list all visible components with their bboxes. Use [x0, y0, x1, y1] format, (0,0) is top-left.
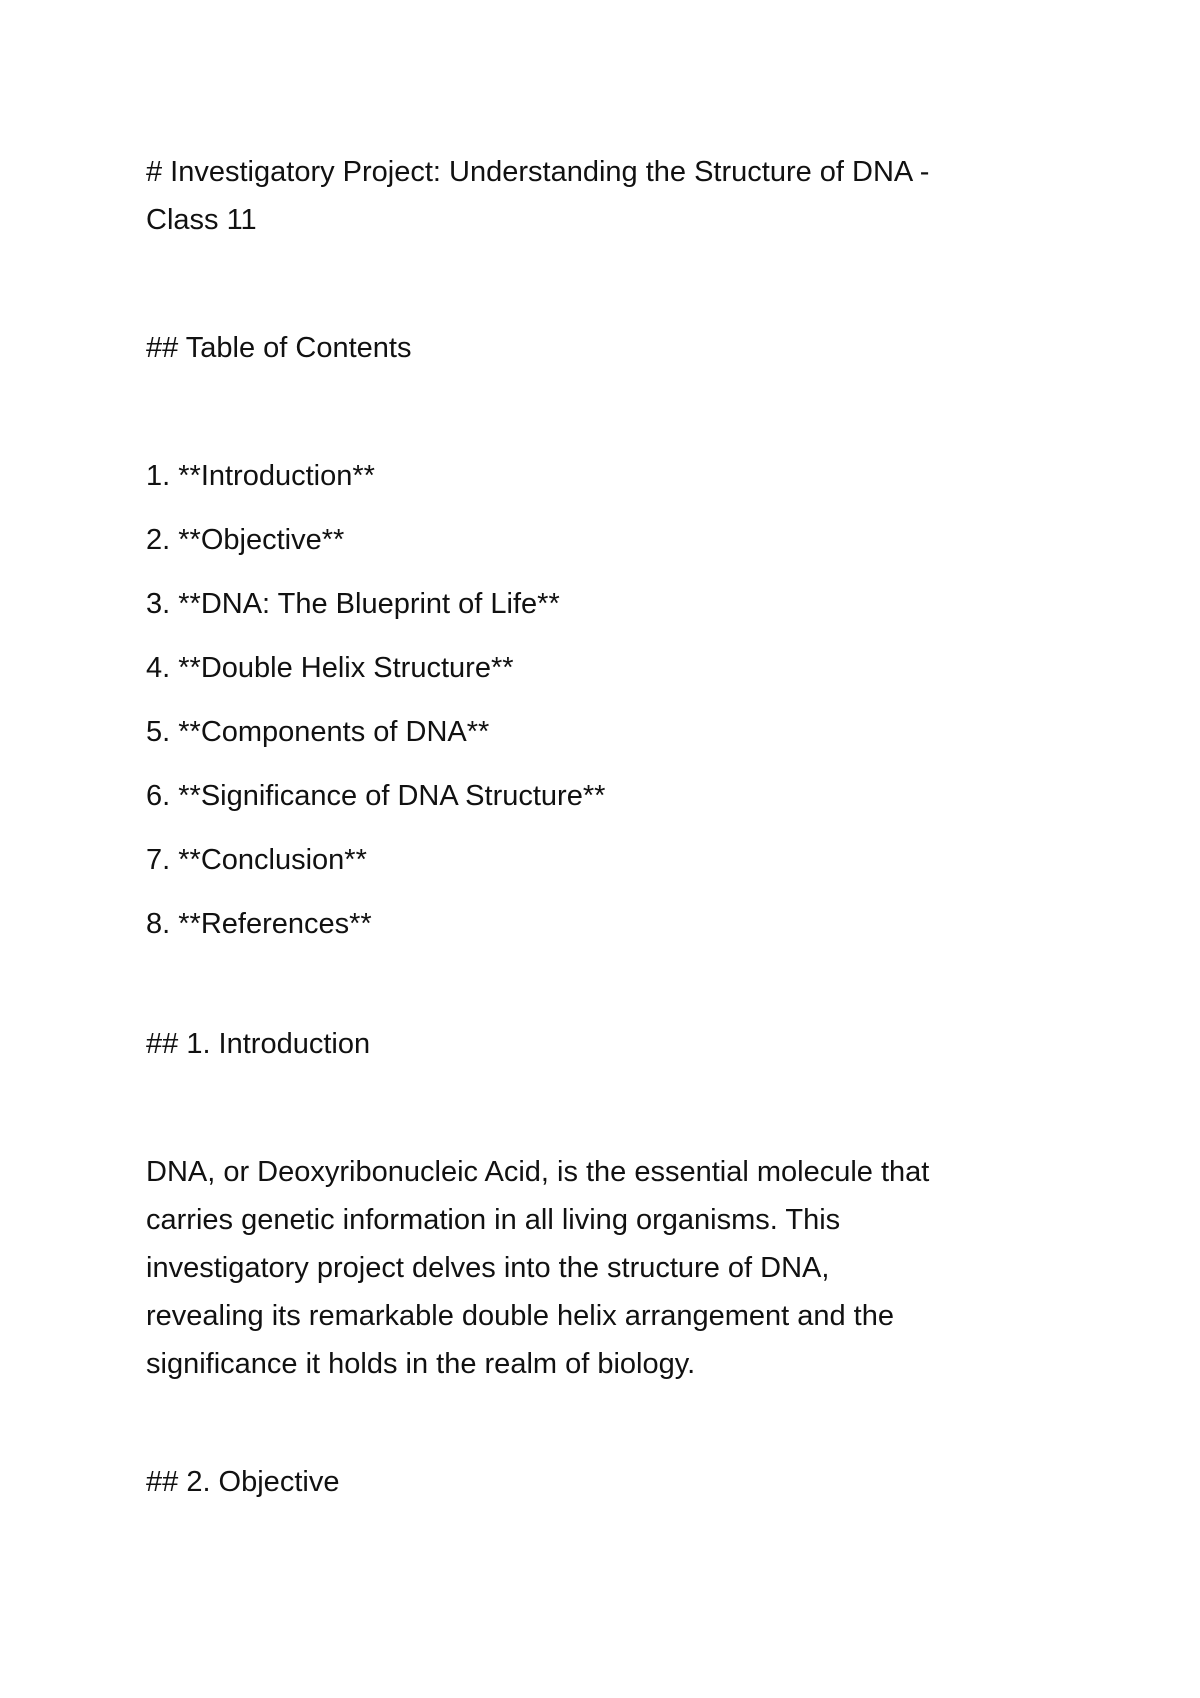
paragraph-line: DNA, or Deoxyribonucleic Acid, is the essential molecule that	[146, 1156, 930, 1188]
toc-item-objective: 2. **Objective**	[146, 524, 345, 556]
paragraph-line: significance it holds in the realm of biology.	[146, 1348, 696, 1380]
toc-item-components: 5. **Components of DNA**	[146, 716, 490, 748]
title-line: # Investigatory Project: Understanding the Structure of DNA -	[146, 156, 930, 188]
toc-item-introduction: 1. **Introduction**	[146, 460, 375, 492]
toc-heading: ## Table of Contents	[146, 332, 412, 364]
toc-item-double-helix: 4. **Double Helix Structure**	[146, 652, 514, 684]
paragraph-line: investigatory project delves into the structure of DNA,	[146, 1252, 830, 1284]
section-heading-introduction: ## 1. Introduction	[146, 1028, 371, 1060]
paragraph-line: carries genetic information in all living organisms. This	[146, 1204, 841, 1236]
document-title	[146, 148, 1066, 244]
intro-paragraph	[146, 1148, 1066, 1388]
toc-list	[146, 452, 1066, 964]
document-content	[146, 148, 1066, 1506]
toc-item-references: 8. **References**	[146, 908, 372, 940]
paragraph-line: revealing its remarkable double helix arrangement and the	[146, 1300, 894, 1332]
title-line: Class 11	[146, 204, 257, 236]
section-heading-objective: ## 2. Objective	[146, 1466, 340, 1498]
toc-item-blueprint: 3. **DNA: The Blueprint of Life**	[146, 588, 560, 620]
toc-item-conclusion: 7. **Conclusion**	[146, 844, 367, 876]
toc-item-significance: 6. **Significance of DNA Structure**	[146, 780, 606, 812]
